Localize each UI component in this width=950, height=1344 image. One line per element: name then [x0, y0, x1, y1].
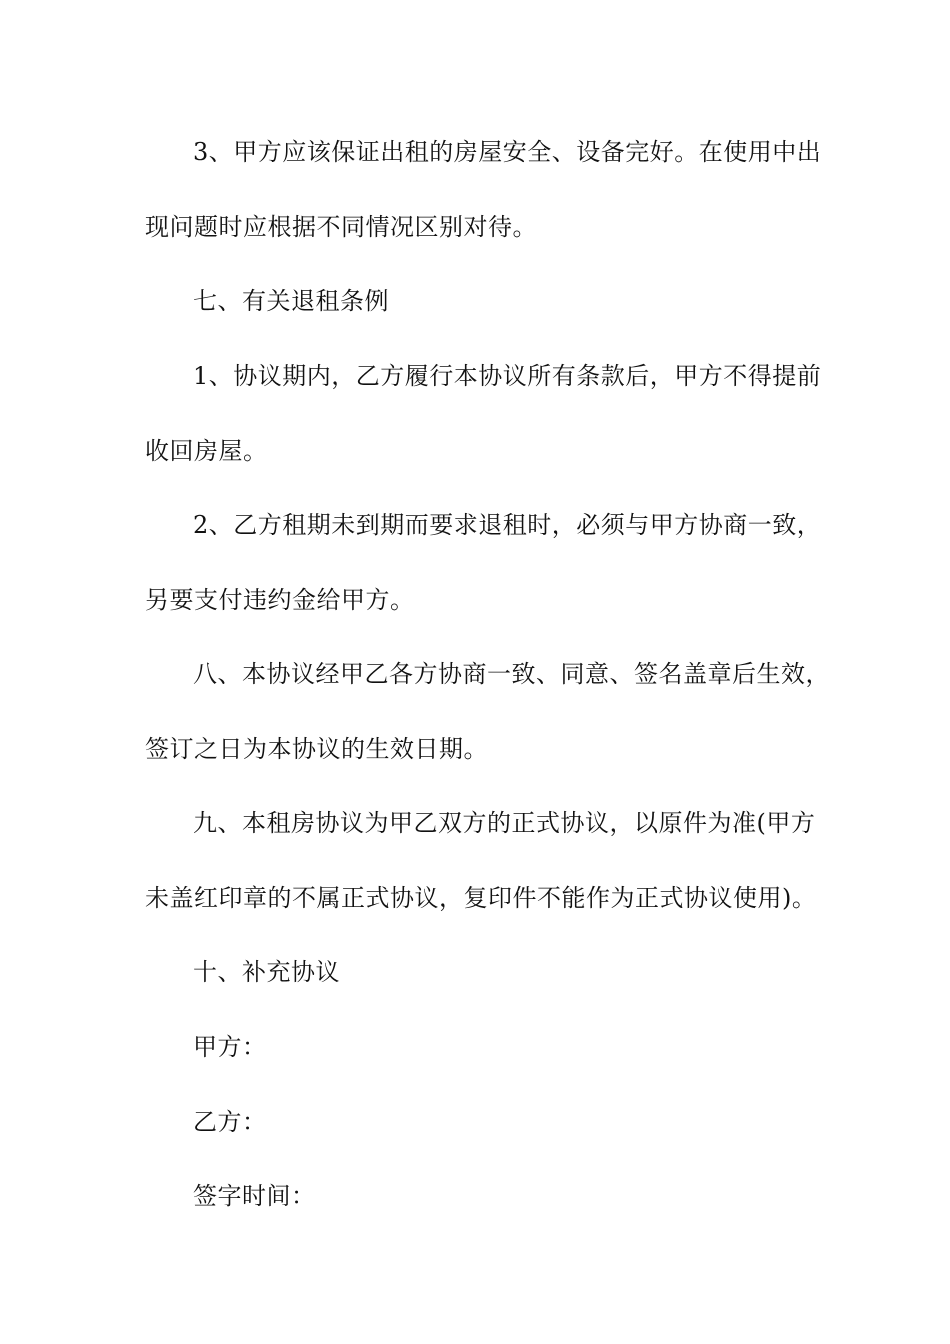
clause-6-3-line-2: 现问题时应根据不同情况区别对待。 — [145, 213, 537, 241]
party-a-label: 甲方： — [193, 1033, 267, 1061]
clause-7-1-line-1: 1、协议期内，乙方履行本协议所有条款后，甲方不得提前 — [193, 362, 822, 390]
section-9-line-2: 未盖红印章的不属正式协议，复印件不能作为正式协议使用)。 — [145, 884, 817, 912]
section-9-line-1: 九、本租房协议为甲乙双方的正式协议，以原件为准(甲方 — [193, 809, 816, 837]
clause-7-1-line-2: 收回房屋。 — [145, 437, 268, 465]
clause-7-2-line-2: 另要支付违约金给甲方。 — [145, 586, 415, 614]
clause-7-2-line-1: 2、乙方租期未到期而要求退租时，必须与甲方协商一致， — [193, 511, 822, 539]
section-10-heading: 十、补充协议 — [193, 958, 340, 986]
signing-time-label: 签字时间： — [193, 1182, 316, 1210]
clause-6-3-line-1: 3、甲方应该保证出租的房屋安全、设备完好。在使用中出 — [193, 138, 822, 166]
section-7-heading: 七、有关退租条例 — [193, 287, 389, 315]
party-b-label: 乙方： — [193, 1108, 267, 1136]
section-8-line-1: 八、本协议经甲乙各方协商一致、同意、签名盖章后生效， — [193, 660, 830, 688]
section-8-line-2: 签订之日为本协议的生效日期。 — [145, 735, 488, 763]
